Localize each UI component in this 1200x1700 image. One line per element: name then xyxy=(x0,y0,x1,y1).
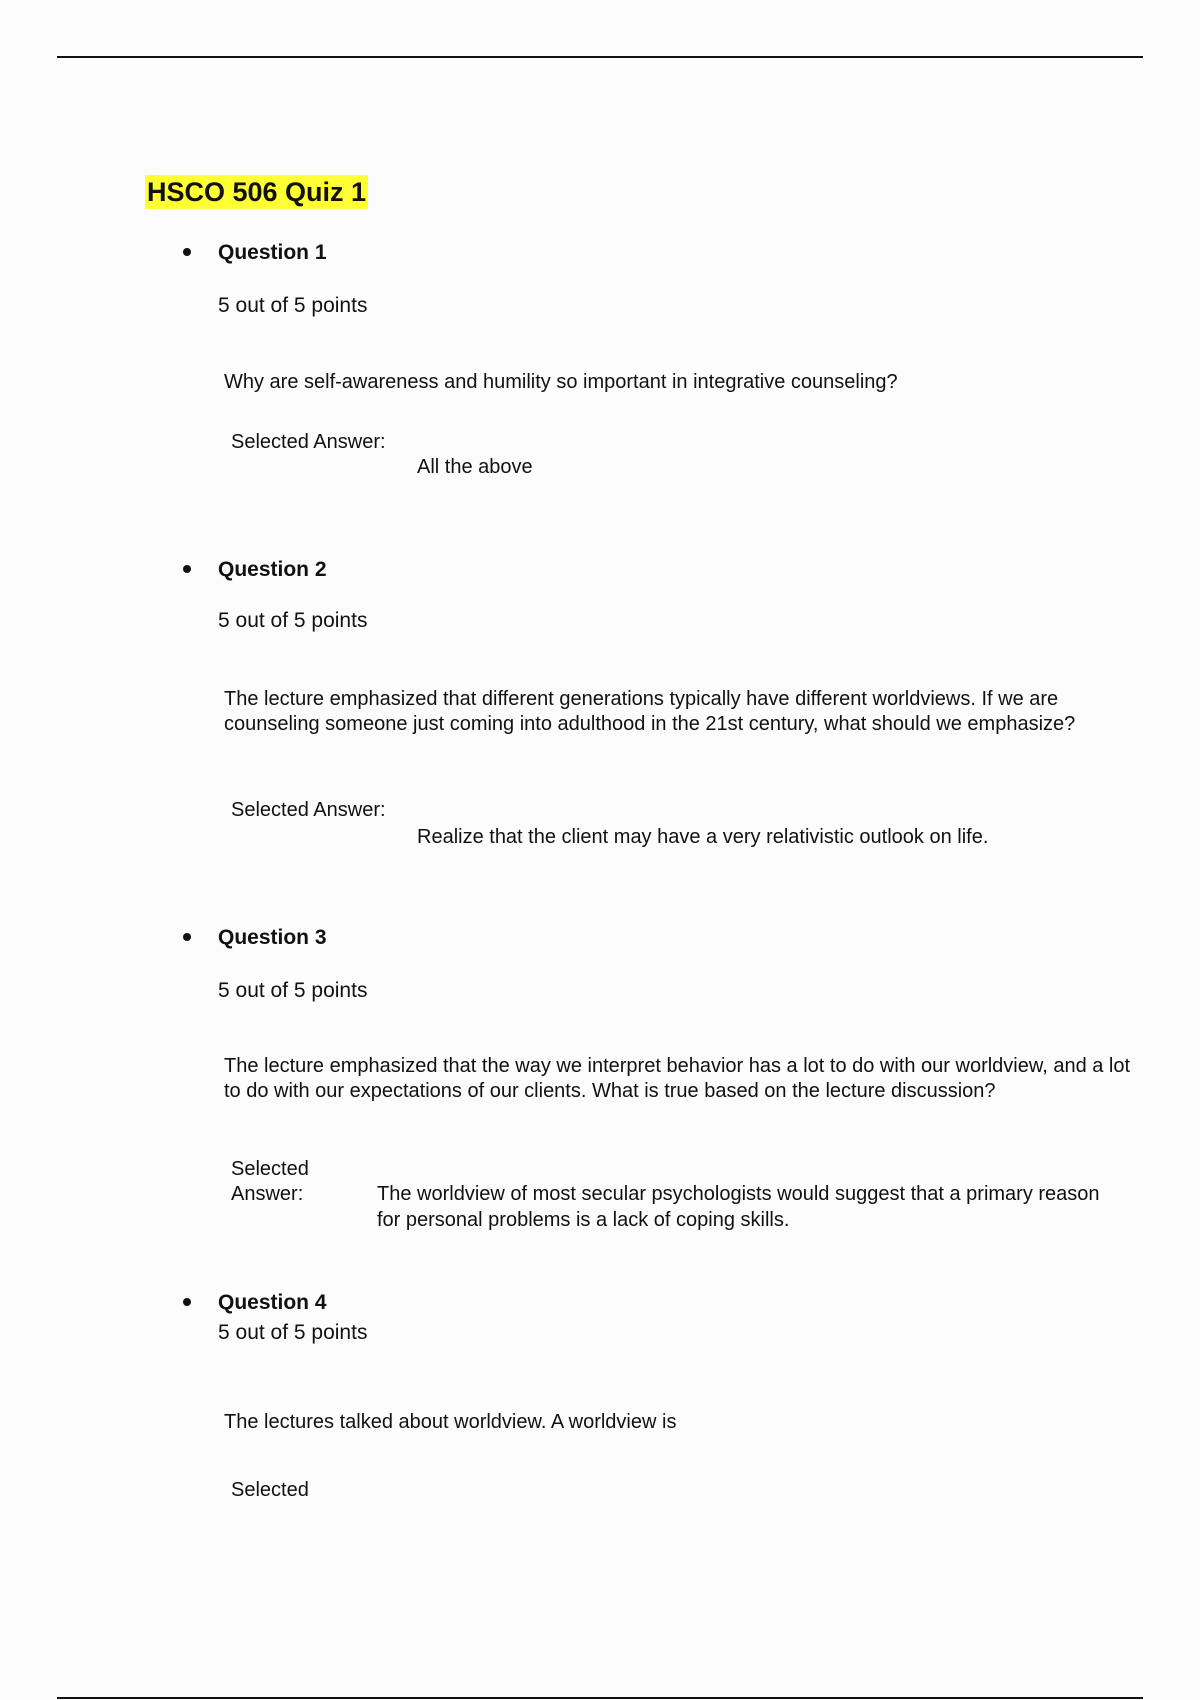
question-points: 5 out of 5 points xyxy=(218,294,368,317)
question-title: Question 4 xyxy=(218,1291,327,1314)
selected-answer-label: Selected Answer: xyxy=(231,431,386,453)
selected-label-line-2: Answer: xyxy=(231,1183,304,1205)
selected-label-line-1: Selected xyxy=(231,1158,309,1180)
question-text: The lectures talked about worldview. A worldview is xyxy=(224,1411,677,1433)
bullet-icon xyxy=(183,933,191,941)
bullet-icon xyxy=(183,1298,191,1306)
selected-answer-label xyxy=(231,1157,309,1207)
selected-answer: All the above xyxy=(417,456,533,478)
question-title: Question 2 xyxy=(218,558,327,581)
question-points: 5 out of 5 points xyxy=(218,609,368,632)
top-rule xyxy=(57,56,1143,58)
question-points: 5 out of 5 points xyxy=(218,1321,368,1344)
selected-answer: The worldview of most secular psychologists would suggest that a primary reason for personal problems is a lack of coping skills. xyxy=(377,1183,1100,1231)
selected-answer-label: Selected Answer: xyxy=(231,799,386,821)
selected-answer: Realize that the client may have a very relativistic outlook on life. xyxy=(417,826,989,848)
question-text: The lecture emphasized that the way we interpret behavior has a lot to do with our worldview, and a lot to do with our expectations of our clients. What is true based on the lecture discussion? xyxy=(224,1055,1131,1102)
bullet-icon xyxy=(183,565,191,573)
question-points: 5 out of 5 points xyxy=(218,979,368,1002)
question-text: The lecture emphasized that different generations typically have different worldviews. If we are counseling someone just coming into adulthood in the 21st century, what should we emphasize? xyxy=(224,688,1076,735)
question-text: Why are self-awareness and humility so important in integrative counseling? xyxy=(224,371,898,393)
bullet-icon xyxy=(183,248,191,256)
selected-answer-label: Selected xyxy=(231,1479,309,1501)
question-title: Question 3 xyxy=(218,926,327,949)
page-title: HSCO 506 Quiz 1 xyxy=(147,177,367,207)
question-title: Question 1 xyxy=(218,241,327,264)
bottom-rule xyxy=(57,1697,1143,1699)
